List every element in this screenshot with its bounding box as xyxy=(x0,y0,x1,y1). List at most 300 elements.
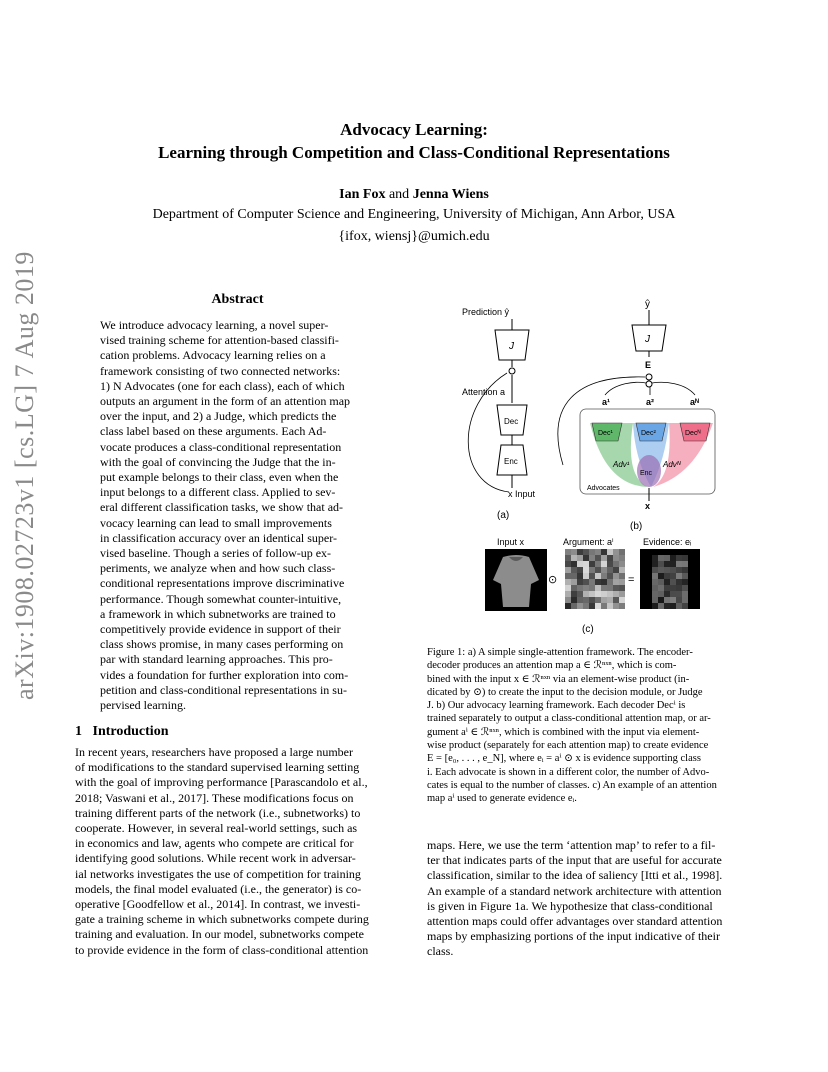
map-cell xyxy=(688,585,694,591)
intro-body xyxy=(75,745,402,958)
map-cell xyxy=(601,591,607,597)
map-cell xyxy=(565,573,571,579)
map-cell xyxy=(694,579,700,585)
map-cell xyxy=(658,585,664,591)
map-cell xyxy=(658,591,664,597)
body-line: class. xyxy=(427,944,454,959)
figure-1 xyxy=(425,295,755,640)
map-cell xyxy=(682,573,688,579)
section-number: 1 xyxy=(75,724,82,739)
map-cell xyxy=(640,585,646,591)
figure-1c xyxy=(485,537,700,635)
map-cell xyxy=(670,555,676,561)
map-cell xyxy=(607,591,613,597)
map-cell xyxy=(619,585,625,591)
map-cell xyxy=(652,555,658,561)
map-cell xyxy=(694,585,700,591)
map-cell xyxy=(595,561,601,567)
map-cell xyxy=(613,567,619,573)
map-cell xyxy=(676,585,682,591)
map-cell xyxy=(589,585,595,591)
fig-a-prediction-label: Prediction ŷ xyxy=(462,307,510,317)
map-cell xyxy=(619,561,625,567)
map-cell xyxy=(583,555,589,561)
map-cell xyxy=(595,573,601,579)
map-cell xyxy=(652,561,658,567)
map-cell xyxy=(601,585,607,591)
abstract-line: in classification accuracy over an identical super- xyxy=(100,530,337,545)
map-cell xyxy=(565,579,571,585)
map-cell xyxy=(583,579,589,585)
section-heading xyxy=(75,724,168,740)
map-cell xyxy=(619,603,625,609)
intro-line: ial networks investigates the use of competition for training xyxy=(75,866,361,881)
map-cell xyxy=(607,561,613,567)
map-cell xyxy=(676,591,682,597)
map-cell xyxy=(688,591,694,597)
fig-a-input-label: x Input xyxy=(508,489,536,499)
map-cell xyxy=(589,549,595,555)
map-cell xyxy=(589,555,595,561)
intro-line: operative [Goodfellow et al., 2014]. In contrast, we investi- xyxy=(75,897,361,912)
map-cell xyxy=(676,561,682,567)
fig-a-caption-label: (a) xyxy=(497,510,510,521)
intro-line: to provide evidence in the form of class-conditional attention xyxy=(75,942,369,957)
abstract-line: We introduce advocacy learning, a novel super- xyxy=(100,318,329,332)
map-cell xyxy=(640,555,646,561)
map-cell xyxy=(682,591,688,597)
map-cell xyxy=(676,567,682,573)
map-cell xyxy=(664,549,670,555)
abstract-line: over the input, and 2) a Judge, which predicts the xyxy=(100,409,337,424)
abstract-heading: Abstract xyxy=(211,292,264,307)
map-cell xyxy=(640,561,646,567)
map-cell xyxy=(577,585,583,591)
paper-title-line2: Learning through Competition and Class-Conditional Representations xyxy=(158,143,670,162)
map-cell xyxy=(658,579,664,585)
map-cell xyxy=(619,549,625,555)
map-cell xyxy=(652,573,658,579)
map-cell xyxy=(601,603,607,609)
map-cell xyxy=(694,561,700,567)
map-cell xyxy=(682,603,688,609)
abstract-line: petition and class-conditional representations in su- xyxy=(100,682,347,697)
map-cell xyxy=(652,597,658,603)
body-line: classification, similar to the idea of saliency [Itti et al., 1998]. xyxy=(427,868,723,883)
map-cell xyxy=(565,567,571,573)
fig-b-caption-label: (b) xyxy=(630,521,643,532)
fig-a-attention-label: Attention a xyxy=(462,387,506,397)
map-cell xyxy=(601,579,607,585)
map-cell xyxy=(688,549,694,555)
caption-line: gument aⁱ ∈ ℛⁿˣⁿ, which is combined with the input via element- xyxy=(427,726,700,738)
intro-line: training and evaluation. In our model, subnetworks compete xyxy=(75,927,364,942)
map-cell xyxy=(670,579,676,585)
map-cell xyxy=(583,549,589,555)
intro-line: of modifications to the standard supervised learning setting xyxy=(75,760,360,775)
fig-c-evidence-label: Evidence: eᵢ xyxy=(643,537,692,547)
map-cell xyxy=(658,573,664,579)
map-cell xyxy=(670,597,676,603)
map-cell xyxy=(571,591,577,597)
fig-c-caption-label: (c) xyxy=(582,624,594,635)
fig-a-enc-label: Enc xyxy=(504,457,518,466)
map-cell xyxy=(577,597,583,603)
map-cell xyxy=(682,567,688,573)
map-cell xyxy=(565,603,571,609)
map-cell xyxy=(619,591,625,597)
map-cell xyxy=(670,603,676,609)
map-cell xyxy=(613,603,619,609)
map-cell xyxy=(682,549,688,555)
map-cell xyxy=(595,555,601,561)
author-1: Ian Fox xyxy=(339,187,386,202)
map-cell xyxy=(577,567,583,573)
map-cell xyxy=(613,597,619,603)
abstract-line: par with standard learning approaches. This pro- xyxy=(100,652,333,667)
map-cell xyxy=(607,549,613,555)
author-and: and xyxy=(388,187,410,202)
map-cell xyxy=(613,591,619,597)
fig-b-E: E xyxy=(645,360,652,370)
map-cell xyxy=(658,549,664,555)
map-cell xyxy=(607,579,613,585)
map-cell xyxy=(619,597,625,603)
intro-line: models, the final model evaluated (i.e., the generator) is co- xyxy=(75,881,362,896)
map-cell xyxy=(589,603,595,609)
map-cell xyxy=(613,579,619,585)
map-cell xyxy=(682,555,688,561)
body-line: An example of a standard network architecture with attention xyxy=(427,883,722,898)
map-cell xyxy=(640,573,646,579)
map-cell xyxy=(670,585,676,591)
map-cell xyxy=(640,591,646,597)
map-cell xyxy=(565,549,571,555)
abstract-line: periments, we analyze when and how such class- xyxy=(100,561,336,576)
map-cell xyxy=(652,567,658,573)
map-cell xyxy=(577,591,583,597)
map-cell xyxy=(640,579,646,585)
fig-b-a2: a² xyxy=(646,397,655,407)
map-cell xyxy=(607,603,613,609)
map-cell xyxy=(640,549,646,555)
map-cell xyxy=(646,603,652,609)
map-cell xyxy=(571,561,577,567)
caption-line: dicated by ⊙) to create the input to the decision module, or Judge xyxy=(427,686,703,698)
map-cell xyxy=(571,603,577,609)
map-cell xyxy=(676,603,682,609)
caption-line: cates is equal to the number of classes. c) An example of an attention xyxy=(427,779,717,791)
fig-b-advN: Advᴺ xyxy=(663,460,681,469)
fig-c-input-label: Input x xyxy=(497,537,525,547)
map-cell xyxy=(571,597,577,603)
abstract-line: a framework in which subnetworks are trained to xyxy=(100,606,336,621)
affiliation: Department of Computer Science and Engineering, University of Michigan, Ann Arbor, USA xyxy=(152,207,676,222)
abstract-line: conditional representations improve discriminative xyxy=(100,576,345,591)
map-cell xyxy=(658,567,664,573)
map-cell xyxy=(646,585,652,591)
map-cell xyxy=(607,567,613,573)
map-cell xyxy=(619,555,625,561)
map-cell xyxy=(694,549,700,555)
map-cell xyxy=(664,591,670,597)
map-cell xyxy=(652,585,658,591)
map-cell xyxy=(664,597,670,603)
map-cell xyxy=(565,597,571,603)
map-cell xyxy=(670,573,676,579)
map-cell xyxy=(664,585,670,591)
map-cell xyxy=(577,549,583,555)
map-cell xyxy=(688,561,694,567)
map-cell xyxy=(676,579,682,585)
map-cell xyxy=(640,567,646,573)
intro-line: in economics and law, agents who compete are critical for xyxy=(75,836,354,851)
map-cell xyxy=(595,567,601,573)
map-cell xyxy=(646,579,652,585)
map-cell xyxy=(646,561,652,567)
fig-b-enc: Enc xyxy=(640,470,653,477)
intro-line: training different parts of the network (i.e., subnetworks) to xyxy=(75,805,361,820)
map-cell xyxy=(682,597,688,603)
map-cell xyxy=(646,555,652,561)
intro-line: In recent years, researchers have proposed a large number xyxy=(75,745,353,759)
map-cell xyxy=(688,603,694,609)
map-cell xyxy=(607,573,613,579)
figure-1a xyxy=(462,307,536,521)
map-cell xyxy=(583,591,589,597)
map-cell xyxy=(613,585,619,591)
map-cell xyxy=(688,567,694,573)
map-cell xyxy=(571,585,577,591)
map-cell xyxy=(658,597,664,603)
authors xyxy=(0,187,828,203)
fig-c-odot: ⊙ xyxy=(548,574,558,586)
right-column-body xyxy=(427,838,755,960)
abstract-line: class shows promise, in many cases performing on xyxy=(100,637,344,652)
map-cell xyxy=(664,603,670,609)
body-line: attention maps could offer advantages over standard attention xyxy=(427,914,723,929)
intro-line: with the goal of improving performance [Parascandolo et al., xyxy=(75,775,368,790)
map-cell xyxy=(694,555,700,561)
fig-b-a1: a¹ xyxy=(602,397,611,407)
map-cell xyxy=(589,579,595,585)
map-cell xyxy=(583,603,589,609)
map-cell xyxy=(670,549,676,555)
map-cell xyxy=(577,555,583,561)
abstract-line: outputs an argument in the form of an attention map xyxy=(100,394,351,409)
map-cell xyxy=(688,579,694,585)
map-cell xyxy=(577,603,583,609)
fig-c-argument-label: Argument: aⁱ xyxy=(563,537,614,547)
abstract-line: vised training scheme for attention-based classifi- xyxy=(100,333,339,348)
map-cell xyxy=(646,573,652,579)
map-cell xyxy=(589,567,595,573)
map-cell xyxy=(640,597,646,603)
map-cell xyxy=(646,549,652,555)
map-cell xyxy=(694,603,700,609)
map-cell xyxy=(676,573,682,579)
map-cell xyxy=(589,573,595,579)
map-cell xyxy=(652,549,658,555)
fig-b-adv1: Adv¹ xyxy=(613,460,630,469)
map-cell xyxy=(595,597,601,603)
map-cell xyxy=(652,603,658,609)
abstract-line: vides a foundation for further exploration into com- xyxy=(100,667,349,682)
map-cell xyxy=(607,555,613,561)
map-cell xyxy=(640,603,646,609)
author-2: Jenna Wiens xyxy=(412,187,489,202)
map-cell xyxy=(613,555,619,561)
map-cell xyxy=(589,591,595,597)
map-cell xyxy=(595,603,601,609)
abstract-body xyxy=(100,318,376,713)
fig-a-judge-label: J xyxy=(509,341,514,352)
map-cell xyxy=(613,561,619,567)
map-cell xyxy=(688,555,694,561)
map-cell xyxy=(658,561,664,567)
intro-line: gate a training scheme in which subnetworks compete during xyxy=(75,912,369,927)
intro-line: identifying good solutions. While recent work in adversar- xyxy=(75,851,356,866)
map-cell xyxy=(619,579,625,585)
map-cell xyxy=(583,585,589,591)
fig-b-dec1: Dec¹ xyxy=(598,430,613,437)
map-cell xyxy=(595,591,601,597)
map-cell xyxy=(619,573,625,579)
abstract-line: vised baseline. Though a series of follow-up ex- xyxy=(100,546,332,561)
fig-b-advocates-label: Advocates xyxy=(587,485,620,492)
intro-line: 2018; Vaswani et al., 2017]. These modifications focus on xyxy=(75,790,354,805)
caption-line: trained separately to output a class-conditional attention map, or ar- xyxy=(427,713,711,725)
abstract-line: put example belongs to their class, even when the xyxy=(100,470,339,485)
map-cell xyxy=(682,579,688,585)
map-cell xyxy=(571,573,577,579)
body-line: maps by emphasizing portions of the input indicative of their xyxy=(427,929,720,944)
map-cell xyxy=(664,579,670,585)
map-cell xyxy=(565,585,571,591)
map-cell xyxy=(694,597,700,603)
map-cell xyxy=(583,567,589,573)
section-title: Introduction xyxy=(92,724,169,739)
map-cell xyxy=(646,597,652,603)
abstract-line: 1) N Advocates (one for each class), each of which xyxy=(100,378,345,393)
map-cell xyxy=(601,561,607,567)
fig-c-equals: = xyxy=(628,574,635,586)
map-cell xyxy=(601,567,607,573)
caption-line: bined with the input x ∈ ℛⁿˣⁿ via an element-wise product (in- xyxy=(427,673,690,685)
map-cell xyxy=(676,555,682,561)
map-cell xyxy=(571,579,577,585)
abstract-line: vocacy learning can lead to small improvements xyxy=(100,515,332,530)
map-cell xyxy=(583,573,589,579)
map-cell xyxy=(577,561,583,567)
map-cell xyxy=(613,549,619,555)
map-cell xyxy=(583,561,589,567)
map-cell xyxy=(682,561,688,567)
map-cell xyxy=(688,597,694,603)
intro-line: cooperate. However, in several real-world settings, such as xyxy=(75,821,358,836)
abstract-line: competitively provide evidence in support of their xyxy=(100,622,341,637)
map-cell xyxy=(565,555,571,561)
map-cell xyxy=(595,585,601,591)
map-cell xyxy=(571,567,577,573)
fig-b-yhat: ŷ xyxy=(645,299,650,310)
map-cell xyxy=(664,555,670,561)
map-cell xyxy=(652,579,658,585)
body-line: is given in Figure 1a. We hypothesize that class-conditional xyxy=(427,898,713,913)
map-cell xyxy=(658,603,664,609)
abstract-line: eral different classification tasks, we show that ad- xyxy=(100,500,344,515)
map-cell xyxy=(601,549,607,555)
map-cell xyxy=(646,591,652,597)
fig-b-decN: Decᴺ xyxy=(685,430,701,437)
map-cell xyxy=(565,591,571,597)
map-cell xyxy=(589,597,595,603)
map-cell xyxy=(571,555,577,561)
map-cell xyxy=(646,567,652,573)
map-cell xyxy=(601,573,607,579)
abstract-line: with the goal of convincing the Judge that the in- xyxy=(100,454,336,469)
map-cell xyxy=(670,567,676,573)
caption-line: E = [e₀, . . . , e_N], where eᵢ = aⁱ ⊙ x is evidence supporting class xyxy=(427,753,701,765)
body-line: maps. Here, we use the term ‘attention map’ to refer to a fil- xyxy=(427,838,716,852)
map-cell xyxy=(694,591,700,597)
fig-b-judge-label: J xyxy=(645,334,650,345)
map-cell xyxy=(658,555,664,561)
fig-b-x: x xyxy=(645,501,651,511)
abstract-line: vocate produces a class-conditional representation xyxy=(100,439,342,454)
fig-a-dec-label: Dec xyxy=(504,417,519,426)
fig-b-aN: aᴺ xyxy=(690,397,699,407)
caption-line: J. b) Our advocacy learning framework. Each decoder Decⁱ is xyxy=(427,700,686,712)
abstract-line: input belongs to a different class. Applied to sev- xyxy=(100,485,336,500)
abstract-line: class label based on these arguments. Each Ad- xyxy=(100,424,327,439)
map-cell xyxy=(601,597,607,603)
map-cell xyxy=(595,549,601,555)
map-cell xyxy=(664,561,670,567)
figure-1b xyxy=(558,299,715,532)
map-cell xyxy=(589,561,595,567)
map-cell xyxy=(676,597,682,603)
map-cell xyxy=(601,555,607,561)
map-cell xyxy=(670,591,676,597)
map-cell xyxy=(688,573,694,579)
abstract-line: framework consisting of two connected networks: xyxy=(100,363,341,378)
email: {ifox, wiensj}@umich.edu xyxy=(338,229,490,244)
map-cell xyxy=(694,573,700,579)
map-cell xyxy=(607,597,613,603)
map-cell xyxy=(583,597,589,603)
figure-caption xyxy=(427,646,755,806)
caption-line: i. Each advocate is shown in a different color, the number of Advo- xyxy=(427,766,710,778)
map-cell xyxy=(613,573,619,579)
caption-line: wise product (separately for each attention map) to create evidence xyxy=(427,740,709,752)
arxiv-stamp: arXiv:1908.02723v1 [cs.LG] 7 Aug 2019 xyxy=(10,251,39,700)
paper-title-line1: Advocacy Learning: xyxy=(340,120,488,139)
fig-b-dec2: Dec² xyxy=(641,430,656,437)
map-cell xyxy=(607,585,613,591)
map-cell xyxy=(619,567,625,573)
map-cell xyxy=(694,567,700,573)
abstract-line: cation problems. Advocacy learning relies on a xyxy=(100,348,326,363)
map-cell xyxy=(577,573,583,579)
map-cell xyxy=(670,561,676,567)
map-cell xyxy=(682,585,688,591)
caption-line: decoder produces an attention map a ∈ ℛⁿˣⁿ, which is com- xyxy=(427,660,677,672)
abstract-line: performance. Though somewhat counter-intuitive, xyxy=(100,591,342,606)
abstract-line: pervised learning. xyxy=(100,698,186,713)
map-cell xyxy=(577,579,583,585)
map-cell xyxy=(652,591,658,597)
